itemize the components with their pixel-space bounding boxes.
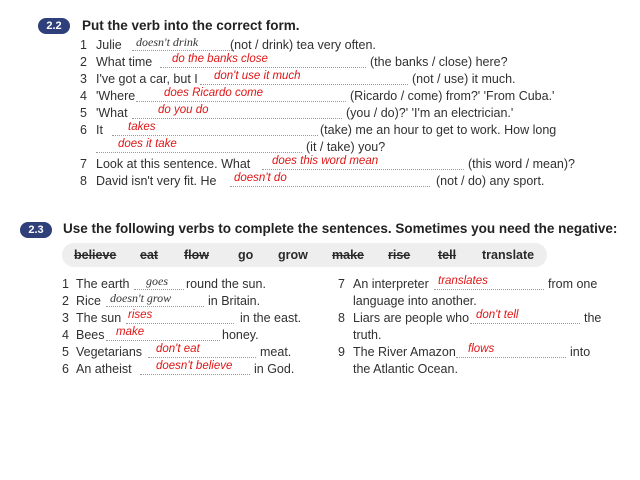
exercise-item xyxy=(80,156,580,173)
item-prompt: It xyxy=(96,123,103,137)
item-prompt: Rice xyxy=(76,294,102,308)
item-prompt: the Atlantic Ocean. xyxy=(353,362,458,376)
item-prompt: truth. xyxy=(353,328,382,342)
answer-text: don't use it much xyxy=(214,70,301,82)
answer-text: don't eat xyxy=(156,343,200,355)
exercise-badge: 2.2 xyxy=(38,18,70,34)
item-prompt: I've got a car, but I xyxy=(96,72,198,86)
item-hint: in God. xyxy=(254,362,295,376)
item-hint: in Britain. xyxy=(208,294,261,308)
exercise-item xyxy=(338,344,608,361)
verb-chip: eat xyxy=(140,248,159,262)
answer-text: does Ricardo come xyxy=(164,87,264,99)
item-prompt: An interpreter xyxy=(353,277,429,291)
item-number: 8 xyxy=(80,174,87,188)
handwritten-answer: doesn't drink xyxy=(136,35,199,49)
exercise-item xyxy=(80,71,520,88)
item-number: 4 xyxy=(80,89,87,103)
exercise-item-continued xyxy=(338,361,608,378)
answer-text: doesn't do xyxy=(234,172,287,184)
item-prompt: Bees xyxy=(76,328,105,342)
item-prompt: The River Amazon xyxy=(353,345,456,359)
item-hint: into xyxy=(570,345,591,359)
exercise-item xyxy=(62,310,322,327)
answer-text: flows xyxy=(468,343,495,355)
item-number: 4 xyxy=(62,328,69,342)
item-number: 1 xyxy=(62,277,69,291)
item-hint: (not / do) any sport. xyxy=(436,174,545,188)
item-number: 6 xyxy=(80,123,87,137)
item-number: 7 xyxy=(338,277,345,291)
item-prompt: The earth xyxy=(76,277,130,291)
exercise-item xyxy=(338,310,608,327)
item-hint: the xyxy=(584,311,602,325)
item-prompt: The sun xyxy=(76,311,122,325)
item-number: 3 xyxy=(62,311,69,325)
item-number: 2 xyxy=(62,294,69,308)
item-prompt: Julie xyxy=(96,38,122,52)
item-number: 5 xyxy=(80,106,87,120)
exercise-item xyxy=(80,37,480,54)
answer-text: rises xyxy=(128,309,153,321)
exercise-item-continued xyxy=(338,293,608,310)
exercise-item xyxy=(62,293,322,310)
item-prompt: Vegetarians xyxy=(76,345,143,359)
answer-text: does this word mean xyxy=(272,155,379,167)
exercise-item xyxy=(62,361,322,378)
answer-text: does it take xyxy=(118,138,177,150)
item-prompt: 'Where xyxy=(96,89,136,103)
answer-text: do you do xyxy=(158,104,209,116)
item-number: 9 xyxy=(338,345,345,359)
item-prompt: David isn't very fit. He xyxy=(96,174,217,188)
item-number: 2 xyxy=(80,55,87,69)
item-prompt: Liars are people who xyxy=(353,311,470,325)
exercise-badge: 2.3 xyxy=(20,222,52,238)
item-prompt: Look at this sentence. What xyxy=(96,157,251,171)
item-hint: meat. xyxy=(260,345,292,359)
item-hint: (you / do)?' 'I'm an electrician.' xyxy=(346,106,514,120)
answer-text: make xyxy=(116,326,145,338)
item-number: 1 xyxy=(80,38,87,52)
verb-chip: flow xyxy=(184,248,209,262)
item-hint: (it / take) you? xyxy=(306,140,386,154)
exercise-title: Use the following verbs to complete the sentences. Sometimes you need the negative: xyxy=(63,221,618,236)
verb-chip: rise xyxy=(388,248,411,262)
answer-text: takes xyxy=(128,121,156,133)
item-prompt: language into another. xyxy=(353,294,477,308)
exercise-item xyxy=(338,276,608,293)
item-number: 3 xyxy=(80,72,87,86)
item-number: 5 xyxy=(62,345,69,359)
verb-list-box xyxy=(62,243,547,267)
item-hint: from one xyxy=(548,277,598,291)
item-hint: (not / use) it much. xyxy=(412,72,516,86)
handwritten-answer: doesn't grow xyxy=(110,291,172,305)
answer-text: don't tell xyxy=(476,309,519,321)
verb-chip: make xyxy=(332,248,364,262)
item-number: 6 xyxy=(62,362,69,376)
verb-chip: translate xyxy=(482,248,535,262)
exercise-item xyxy=(62,276,322,293)
verb-chip: grow xyxy=(278,248,308,262)
item-hint: (not / drink) tea very often. xyxy=(230,38,376,52)
item-hint: (take) me an hour to get to work. How long xyxy=(320,123,557,137)
verb-chip: tell xyxy=(438,248,457,262)
handwritten-answer: goes xyxy=(146,274,168,288)
answer-text: do the banks close xyxy=(172,53,268,65)
item-number: 8 xyxy=(338,311,345,325)
exercise-title: Put the verb into the correct form. xyxy=(82,18,300,33)
item-hint: (this word / mean)? xyxy=(468,157,575,171)
item-prompt: What time xyxy=(96,55,153,69)
item-prompt: 'What xyxy=(96,106,128,120)
item-hint: (the banks / close) here? xyxy=(370,55,508,69)
item-number: 7 xyxy=(80,157,87,171)
item-hint: round the sun. xyxy=(186,277,266,291)
item-hint: honey. xyxy=(222,328,259,342)
item-prompt: An atheist xyxy=(76,362,132,376)
item-hint: in the east. xyxy=(240,311,302,325)
verb-chip: go xyxy=(238,248,254,262)
answer-text: translates xyxy=(438,275,488,287)
answer-text: doesn't believe xyxy=(156,360,233,372)
verb-chip: believe xyxy=(74,248,117,262)
exercise-item xyxy=(80,88,570,105)
item-hint: (Ricardo / come) from?' 'From Cuba.' xyxy=(350,89,555,103)
exercise-item xyxy=(80,173,570,190)
